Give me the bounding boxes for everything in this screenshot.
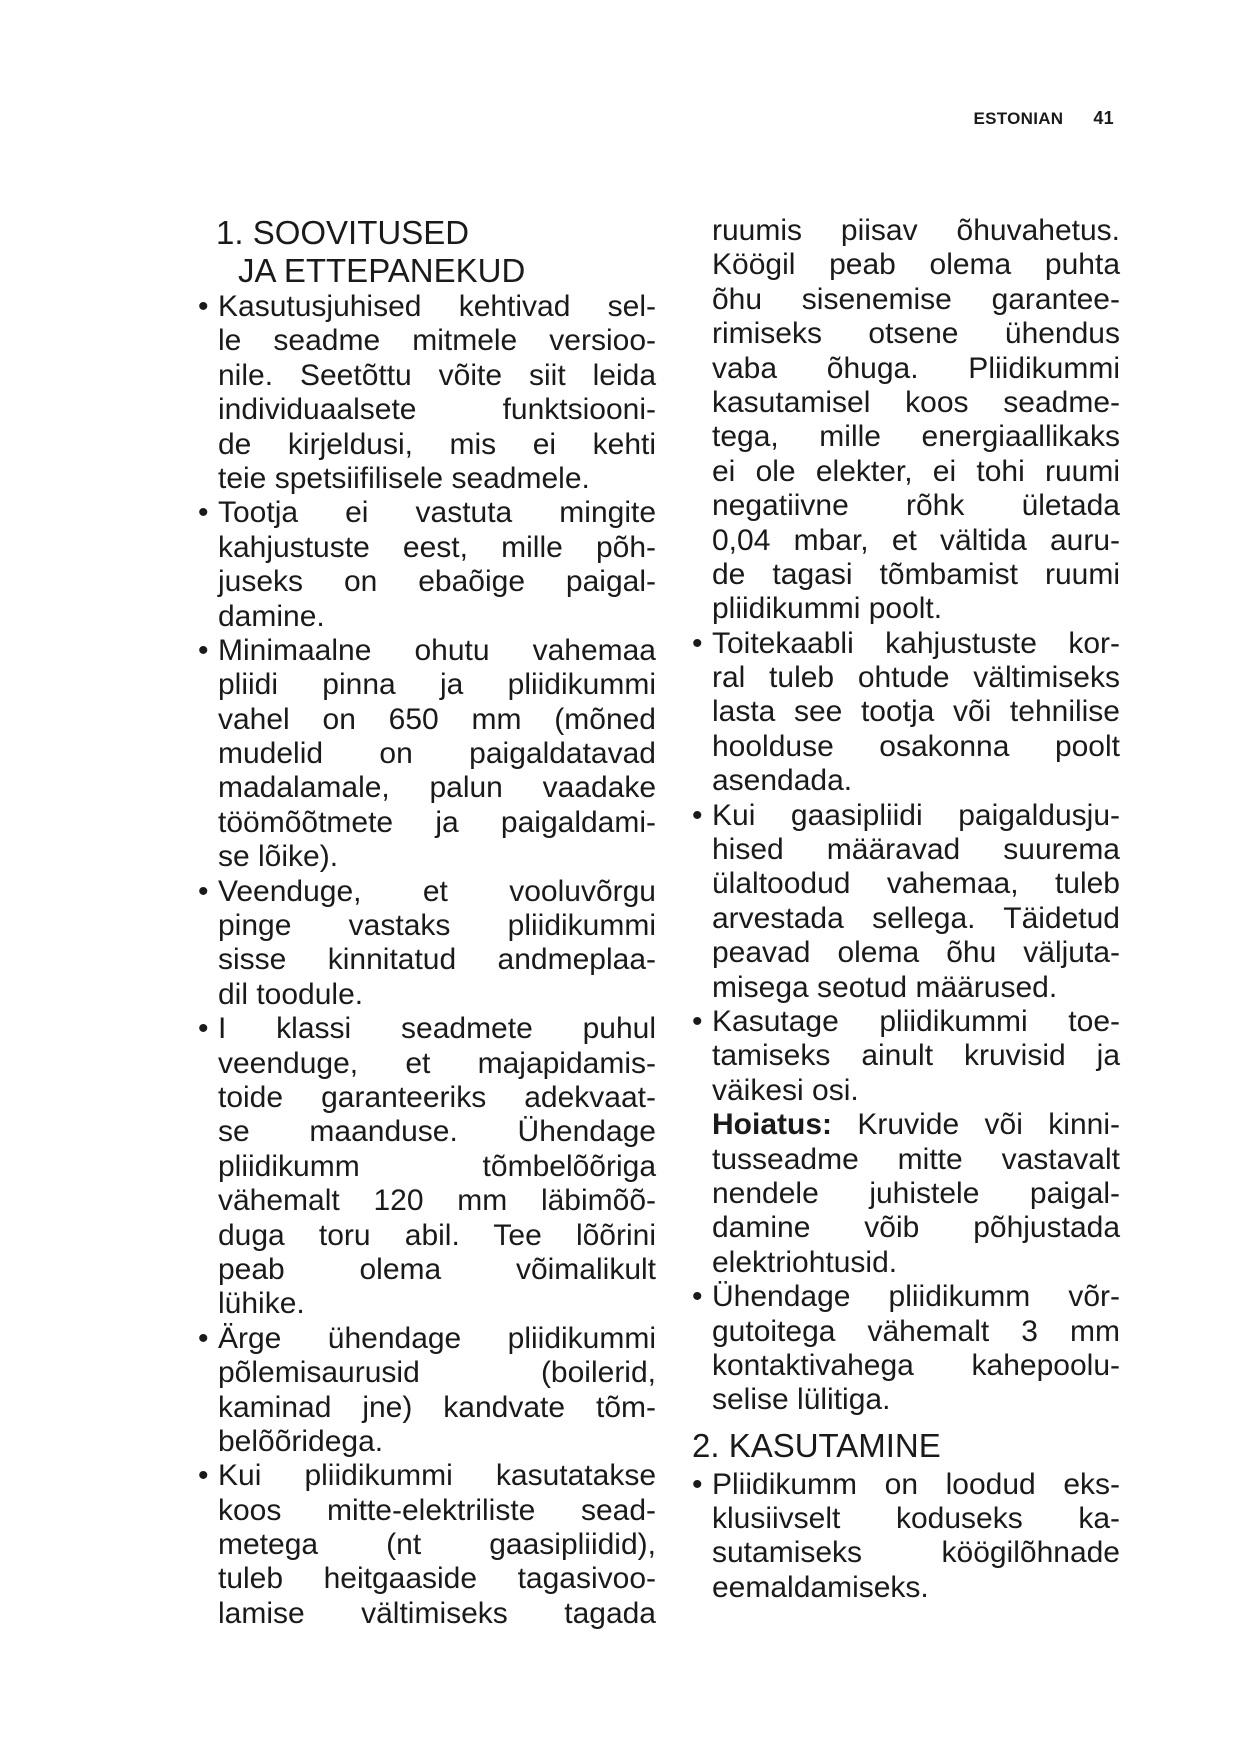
left-column (218, 214, 656, 1631)
text-line: de tagasi tõmbamist ruumi (712, 557, 1120, 591)
text-line: tuleb heitgaaside tagasivoo- (218, 1562, 656, 1596)
text-line: de kirjeldusi, mis ei kehti (218, 427, 656, 461)
text-line: • Pliidikumm on loodud eks- (692, 1468, 1120, 1502)
text-line: väikesi osi. (712, 1073, 859, 1107)
text-line: • Ärge ühendage pliidikummi (198, 1322, 656, 1356)
text-line: nile. Seetõttu võite siit leida (218, 358, 656, 392)
text-line: ruumis piisav õhuvahetus. (712, 214, 1120, 247)
text-line: se lõike). (218, 840, 339, 874)
text-line: juseks on ebaõige paigal- (218, 565, 656, 599)
text-line: kahjustuste eest, mille põh- (218, 530, 656, 564)
text-line: selise lülitiga. (712, 1383, 891, 1417)
right-column (692, 214, 1120, 1605)
text-line: • Kasutusjuhised kehtivad sel- (198, 290, 656, 324)
text-line: pinge vastaks pliidikummi (218, 909, 656, 943)
text-line: peavad olema õhu väljuta- (712, 936, 1120, 970)
text-line: damine võib põhjustada (712, 1211, 1120, 1245)
text-line: metega (nt gaasipliidid), (218, 1528, 656, 1562)
text-line: Köögil peab olema puhta (712, 248, 1120, 282)
text-line: pliidikummi poolt. (712, 592, 943, 626)
text-line: • I klassi seadmete puhul (198, 1012, 656, 1046)
text-line: lamise vältimiseks tagada (218, 1596, 656, 1630)
text-line: eemaldamiseks. (712, 1570, 929, 1604)
text-line: • Kui pliidikummi kasutatakse (198, 1459, 656, 1493)
text-line: tusseadme mitte vastavalt (712, 1142, 1120, 1176)
text-line: kasutamisel koos seadme- (712, 385, 1120, 419)
section-1-heading: 1. SOOVITUSED (216, 214, 470, 251)
text-line: sutamiseks köögilõhnade (712, 1536, 1120, 1570)
text-line: pliidikumm tõmbelõõriga (218, 1149, 656, 1183)
text-line: hised määravad suurema (712, 833, 1120, 867)
page-number: 41 (1093, 108, 1114, 128)
text-line: individuaalsete funktsiooni- (218, 393, 656, 427)
text-line: madalamale, palun vaadake (218, 771, 656, 805)
text-line: veenduge, et majapidamis- (218, 1046, 656, 1080)
text-line: koos mitte-elektriliste sead- (218, 1493, 656, 1527)
text-line: vahel on 650 mm (mõned (218, 702, 656, 736)
warning-line (712, 1108, 1120, 1142)
text-line: sisse kinnitatud andmeplaa- (218, 943, 656, 977)
text-line: hoolduse osakonna poolt (712, 729, 1120, 763)
text-line: nendele juhistele paigal- (712, 1176, 1120, 1210)
text-line: ülaltoodud vahemaa, tuleb (712, 867, 1120, 901)
text-line: klusiivselt koduseks ka- (712, 1502, 1120, 1536)
section-2-heading: 2. KASUTAMINE (692, 1426, 941, 1464)
warning-label: Hoiatus: (712, 1108, 832, 1142)
text-line: teie spetsiifilisele seadmele. (218, 461, 590, 495)
page-header (973, 108, 1114, 129)
section-1-heading-cont: JA ETTEPANEKUD (238, 252, 526, 289)
text-line: rimiseks otsene ühendus (712, 317, 1120, 351)
language-label: ESTONIAN (973, 109, 1064, 128)
text-line: • Kui gaasipliidi paigaldusju- (692, 799, 1120, 833)
text-line: • Ühendage pliidikumm võr- (692, 1280, 1120, 1314)
text-line: toide garanteeriks adekvaat- (218, 1080, 656, 1114)
text-line: tega, mille energiaallikaks (712, 420, 1120, 454)
text-line: ral tuleb ohtude vältimiseks (712, 661, 1120, 695)
text-line: le seadme mitmele versioo- (218, 324, 656, 358)
text-line: • Toitekaabli kahjustuste kor- (692, 627, 1120, 661)
text-line: lasta see tootja või tehnilise (712, 695, 1120, 729)
text-line: arvestada sellega. Täidetud (712, 901, 1120, 935)
text-line: • Veenduge, et vooluvõrgu (198, 875, 656, 909)
warning-text: Kruvide või kinni- (857, 1108, 1120, 1142)
text-line: elektriohtusid. (712, 1245, 898, 1279)
text-line: mudelid on paigaldatavad (218, 737, 656, 771)
text-line: se maanduse. Ühendage (218, 1115, 656, 1149)
text-line: misega seotud määrused. (712, 970, 1058, 1004)
text-line: 0,04 mbar, et vältida auru- (712, 523, 1120, 557)
text-line: asendada. (712, 764, 853, 798)
text-line: duga toru abil. Tee lõõrini (218, 1218, 656, 1252)
text-line: põlemisaurusid (boilerid, (218, 1356, 656, 1390)
text-line: • Tootja ei vastuta mingite (198, 496, 656, 530)
text-line: vaba õhuga. Pliidikummi (712, 351, 1120, 385)
text-line: lühike. (218, 1287, 305, 1321)
text-line: tamiseks ainult kruvisid ja (712, 1039, 1120, 1073)
text-line: õhu sisenemise garantee- (712, 282, 1120, 316)
text-line: • Minimaalne ohutu vahemaa (198, 634, 656, 668)
text-line: kontaktivahega kahepoolu- (712, 1348, 1120, 1382)
text-line: pliidi pinna ja pliidikummi (218, 668, 656, 702)
text-line: peab olema võimalikult (218, 1252, 656, 1286)
text-line: belõõridega. (218, 1424, 384, 1458)
text-line: damine. (218, 599, 325, 633)
text-line: • Kasutage pliidikummi toe- (692, 1005, 1120, 1039)
text-line: gutoitega vähemalt 3 mm (712, 1314, 1120, 1348)
text-line: kaminad jne) kandvate tõm- (218, 1390, 656, 1424)
text-line: vähemalt 120 mm läbimõõ- (218, 1184, 656, 1218)
text-line: ei ole elekter, ei tohi ruumi (712, 454, 1120, 488)
text-line: negatiivne rõhk ületada (712, 489, 1120, 523)
text-line: töömõõtmete ja paigaldami- (218, 805, 656, 839)
text-line: dil toodule. (218, 977, 364, 1011)
